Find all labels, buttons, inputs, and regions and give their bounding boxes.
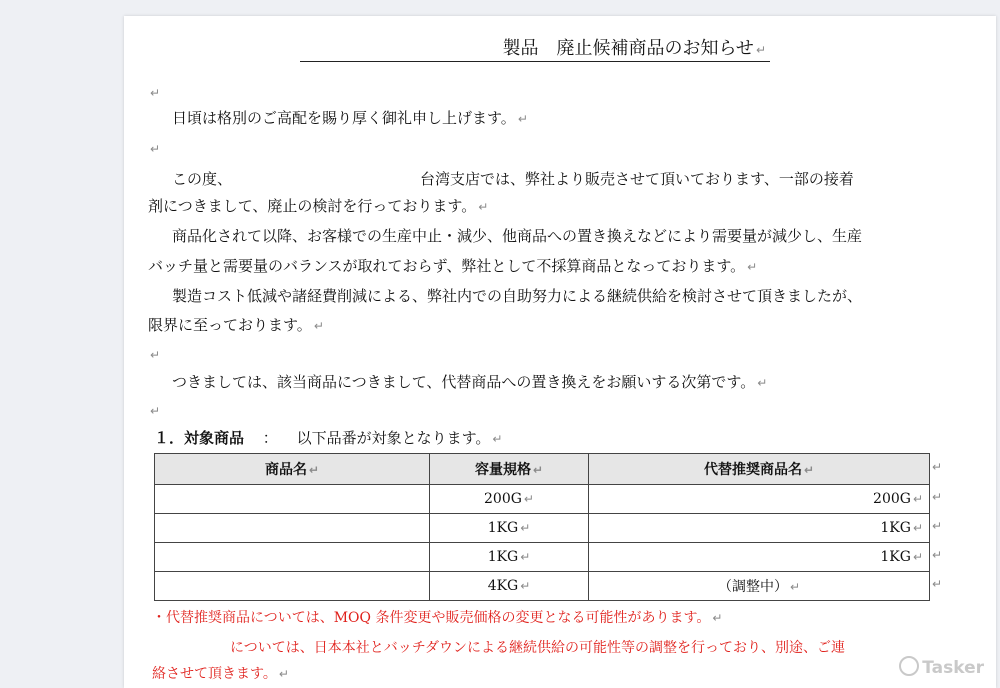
para3-line1: 製造コスト低減や諸経費削減による、弊社内での自助努力による継続供給を検討させて頂きましたが、 [172, 287, 863, 305]
product-name-cell [155, 572, 430, 601]
document-page [124, 16, 996, 688]
header-alternative-product: 代替推奨商品名 ↵ [589, 454, 930, 485]
capacity-cell: 1KG ↵ [430, 514, 589, 543]
row-end-mark: ↵ [932, 577, 943, 591]
table-row [155, 485, 930, 514]
para3-line2: 限界に至っております。 ↵ [148, 316, 324, 334]
product-name-cell [155, 543, 430, 572]
greeting: 日頃は格別のご高配を賜り厚く御礼申し上げます。 ↵ [172, 109, 528, 127]
empty-line: ↵ [150, 404, 161, 418]
para1-line1: この度、 台湾支店では、弊社より販売させて頂いております、一部の接着 [172, 166, 854, 189]
row-end-mark: ↵ [932, 519, 943, 533]
product-name-cell [155, 485, 430, 514]
capacity-cell: 4KG ↵ [430, 572, 589, 601]
table-row [155, 543, 930, 572]
alternative-cell: 200G ↵ [589, 485, 930, 514]
para2-line1: 商品化されて以降、お客様での生産中止・減少、他商品への置き換えなどにより需要量が減少し、生産 [172, 227, 863, 245]
tasker-logo-icon [899, 656, 919, 676]
redacted-company-name [232, 166, 420, 184]
header-capacity: 容量規格 ↵ [430, 454, 589, 485]
row-end-mark: ↵ [932, 490, 943, 504]
tasker-watermark: Tasker [899, 658, 984, 678]
target-products-table [154, 453, 930, 601]
alternative-cell: （調整中） ↵ [589, 572, 930, 601]
capacity-cell: 200G ↵ [430, 485, 589, 514]
note-continuation-line1: については、日本本社とバッチダウンによる継続供給の可能性等の調整を行っており、別途、ご連 [230, 640, 846, 656]
para2-line2: バッチ量と需要量のバランスが取れておらず、弊社として不採算商品となっております。 ↵ [148, 257, 758, 275]
product-name-cell [155, 514, 430, 543]
table-row [155, 572, 930, 601]
alternative-cell: 1KG ↵ [589, 543, 930, 572]
empty-line: ↵ [150, 86, 161, 100]
row-end-mark: ↵ [932, 548, 943, 562]
request-text: つきましては、該当商品につきまして、代替商品への置き換えをお願いする次第です。 ↵ [172, 373, 768, 391]
title-text: 製品 廃止候補商品のお知らせ [502, 38, 754, 59]
capacity-cell: 1KG ↵ [430, 543, 589, 572]
note-moq: ・代替推奨商品については、MOQ 条件変更や販売価格の変更となる可能性があります。 ↵ [152, 610, 723, 626]
note-continuation-line2: 絡させて頂きます。 ↵ [152, 666, 289, 682]
section1-heading: １．対象商品 ： 以下品番が対象となります。 ↵ [154, 429, 503, 447]
row-end-mark: ↵ [932, 460, 943, 474]
document-title [300, 38, 770, 62]
header-product-name: 商品名 ↵ [155, 454, 430, 485]
empty-line: ↵ [150, 142, 161, 156]
table-header-row [155, 454, 930, 485]
para1-line2: 剤につきまして、廃止の検討を行っております。 ↵ [148, 197, 489, 215]
empty-line: ↵ [150, 348, 161, 362]
table-row [155, 514, 930, 543]
alternative-cell: 1KG ↵ [589, 514, 930, 543]
paragraph-mark: ↵ [755, 43, 766, 57]
